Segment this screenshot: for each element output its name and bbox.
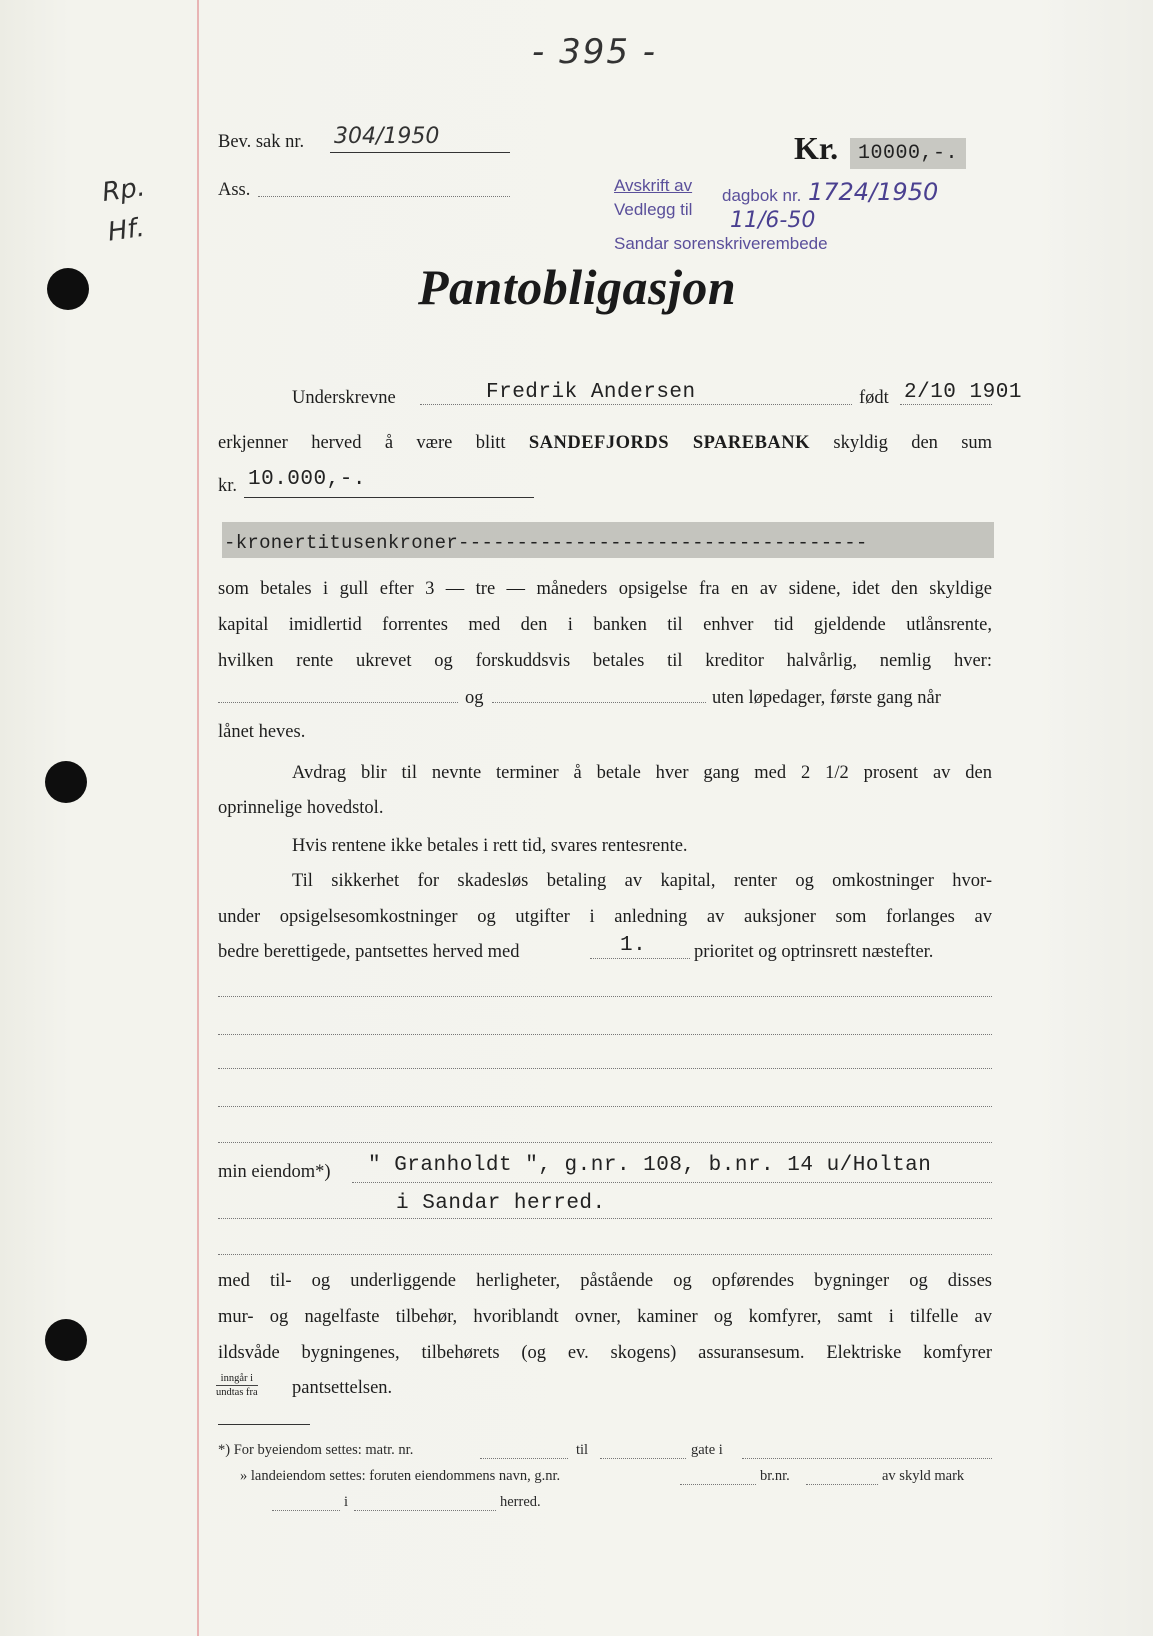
word: den bbox=[911, 433, 938, 453]
priority-dotline bbox=[590, 958, 690, 959]
footnote-dotline bbox=[354, 1510, 496, 1511]
undersigned-name: Fredrik Andersen bbox=[486, 381, 696, 404]
pantsettelsen-text: pantsettelsen. bbox=[292, 1378, 393, 1398]
stamp-vedlegg-value: 11/6-50 bbox=[730, 208, 816, 233]
page-number: - 395 - bbox=[532, 32, 658, 72]
lanet-text: lånet heves. bbox=[218, 722, 306, 742]
punch-hole bbox=[47, 268, 89, 310]
stamp-office: Sandar sorenskriverembede bbox=[614, 234, 828, 253]
blank-dotline bbox=[218, 1034, 992, 1035]
footnote-i: i bbox=[344, 1494, 349, 1510]
undersigned-label: Underskrevne bbox=[292, 388, 396, 408]
stamp-dagbok-value: 1724/1950 bbox=[808, 178, 939, 206]
eiendom-dotline-2 bbox=[218, 1218, 992, 1219]
eiendom-line-2: i Sandar herred. bbox=[396, 1192, 606, 1215]
undtas-text: undtas fra bbox=[216, 1387, 258, 1398]
footnote-by-label: *) For byeiendom settes: matr. nr. bbox=[218, 1442, 414, 1458]
document-title: Pantobligasjon bbox=[418, 259, 737, 315]
eiendom-line-1: " Granholdt ", g.nr. 108, b.nr. 14 u/Holtan bbox=[368, 1154, 932, 1177]
avdrag-line-2: oprinnelige hovedstol. bbox=[218, 798, 384, 818]
word: herved bbox=[311, 433, 362, 453]
margin-note: Rp. Hf. bbox=[100, 172, 147, 248]
bank-name: SANDEFJORDS SPAREBANK bbox=[528, 433, 811, 453]
footnote-land-label: » landeiendom settes: foruten eiendommens navn, g.nr. bbox=[240, 1468, 561, 1484]
paragraph-line: hvilken rente ukrevet og forskuddsvis betales til kreditor halvårlig, nemlig hver: bbox=[218, 651, 992, 671]
sikkerhet-line: Til sikkerhet for skadesløs betaling av kapital, renter og omkostninger hvor- bbox=[292, 871, 992, 891]
term-dotline-2 bbox=[492, 702, 706, 703]
bev-label: Bev. sak nr. bbox=[218, 132, 305, 152]
paragraph-line: kapital imidlertid forrentes med den i banken til enhver tid gjeldende utlånsrente, bbox=[218, 615, 992, 635]
footnote-dotline bbox=[806, 1484, 878, 1485]
stamp-avskrift: Avskrift av bbox=[614, 176, 693, 195]
footnote-gate-i: gate i bbox=[691, 1442, 723, 1458]
uten-text: uten løpedager, første gang når bbox=[712, 688, 941, 708]
born-label: født bbox=[859, 388, 889, 408]
word: være bbox=[416, 433, 453, 453]
kr-label: Kr. bbox=[794, 130, 839, 166]
og-label: og bbox=[465, 688, 484, 708]
born-dotline bbox=[900, 404, 992, 405]
paragraph-line: som betales i gull efter 3 — tre — måneders opsigelse fra en av sidene, idet den skyldige bbox=[218, 579, 992, 599]
word: erkjenner bbox=[218, 433, 288, 453]
footnote-dotline bbox=[742, 1458, 992, 1459]
amount-words: -kronertitusenkroner----------------------------------- bbox=[224, 532, 868, 554]
term-dotline-1 bbox=[218, 702, 458, 703]
footnote-av-skyld: av skyld mark bbox=[882, 1468, 965, 1484]
word: blitt bbox=[475, 433, 506, 453]
avdrag-line: Avdrag blir til nevnte terminer å betale hver gang med 2 1/2 prosent av den bbox=[292, 763, 992, 783]
eiendom-dotline-1 bbox=[352, 1182, 992, 1183]
eiendom-label: min eiendom*) bbox=[218, 1162, 331, 1182]
ass-dotline bbox=[258, 196, 510, 197]
undersigned-dotline bbox=[420, 404, 852, 405]
footnote-rule bbox=[218, 1424, 310, 1425]
hvis-text: Hvis rentene ikke betales i rett tid, svares rentesrente. bbox=[292, 836, 688, 856]
herligheter-line: mur- og nagelfaste tilbehør, hvoriblandt ovner, kaminer og komfyrer, samt i tilfelle av bbox=[218, 1307, 992, 1327]
kr-small-label: kr. bbox=[218, 476, 238, 496]
bedre-label: bedre berettigede, pantsettes herved med bbox=[218, 942, 520, 962]
footnote-dotline bbox=[680, 1484, 756, 1485]
erkjenner-line bbox=[218, 434, 992, 453]
bev-value: 304/1950 bbox=[334, 124, 440, 149]
blank-dotline bbox=[218, 1068, 992, 1069]
footnote-dotline bbox=[480, 1458, 568, 1459]
herligheter-line: ildsvåde bygningenes, tilbehørets (og ev. skogens) assuransesum. Elektriske komfyrer bbox=[218, 1343, 992, 1363]
footnote-til: til bbox=[576, 1442, 589, 1458]
word: sum bbox=[961, 433, 993, 453]
footnote-herred: herred. bbox=[500, 1494, 541, 1510]
inngar-text: inngår i bbox=[216, 1372, 258, 1386]
amount-value: 10.000,-. bbox=[248, 468, 366, 491]
priority-text: prioritet og optrinsrett næstefter. bbox=[694, 942, 934, 962]
stamp-dagbok: dagbok nr. bbox=[722, 186, 802, 205]
stamp-vedlegg: Vedlegg til bbox=[614, 200, 693, 219]
footnote-dotline bbox=[272, 1510, 340, 1511]
blank-dotline bbox=[218, 1106, 992, 1107]
sikkerhet-line: under opsigelsesomkostninger og utgifter i anledning av auksjoner som forlanges av bbox=[218, 907, 992, 927]
word: å bbox=[384, 433, 394, 453]
eiendom-dotline-3 bbox=[218, 1254, 992, 1255]
priority-value: 1. bbox=[620, 934, 647, 957]
ass-label: Ass. bbox=[218, 180, 251, 200]
kr-value: 10000,-. bbox=[850, 138, 966, 169]
born-value: 2/10 1901 bbox=[904, 381, 1022, 404]
blank-dotline bbox=[218, 1142, 992, 1143]
word: skyldig bbox=[833, 433, 888, 453]
footnote-dotline bbox=[600, 1458, 686, 1459]
bev-underline bbox=[330, 152, 510, 153]
herligheter-line: med til- og underliggende herligheter, påstående og opførendes bygninger og disses bbox=[218, 1271, 992, 1291]
punch-hole bbox=[45, 761, 87, 803]
blank-dotline bbox=[218, 996, 992, 997]
margin-rule bbox=[197, 0, 199, 1636]
inngar-undtas bbox=[216, 1372, 258, 1399]
punch-hole bbox=[45, 1319, 87, 1361]
footnote-brnr: br.nr. bbox=[760, 1468, 790, 1484]
amount-underline bbox=[244, 497, 534, 498]
